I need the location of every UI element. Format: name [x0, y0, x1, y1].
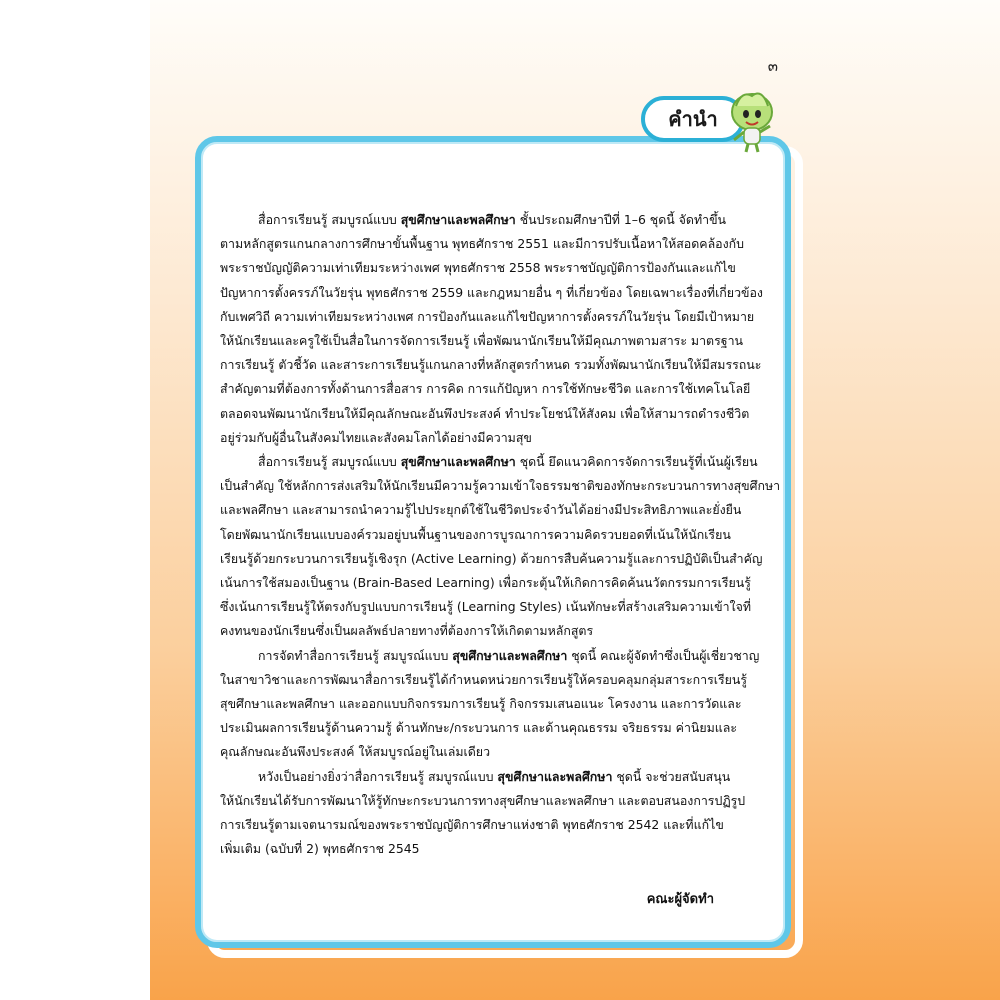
text-segment: เรียนรู้ด้วยกระบวนการเรียนรู้เชิงรุก (Active Learning) ด้วยการสืบค้นความรู้และการปฏิบัติเป็นสำคัญ — [220, 550, 763, 566]
text-segment: เน้นการใช้สมองเป็นฐาน (Brain-Based Learning) เพื่อกระตุ้นให้เกิดการคิดค้นนวัตกรรมการเรียนรู้ — [220, 575, 751, 591]
text-segment: ให้นักเรียนได้รับการพัฒนาให้รู้ทักษะกระบวนการทางสุขศึกษาและพลศึกษา และตอบสนองการปฏิรูป — [220, 792, 746, 808]
text-line — [220, 813, 780, 837]
bold-subject-name: สุขศึกษาและพลศึกษา — [497, 768, 613, 784]
text-segment: กับเพศวิถี ความเท่าเทียมระหว่างเพศ การป้องกันและแก้ไขปัญหาการตั้งครรภ์ในวัยรุ่น โดยมีเป้าหมาย — [220, 308, 755, 324]
page-title: คำนำ — [641, 96, 745, 142]
text-line — [220, 789, 780, 813]
text-line — [220, 329, 780, 353]
text-segment: ปัญหาการตั้งครรภ์ในวัยรุ่น พุทธศักราช 2559 และกฎหมายอื่น ๆ ที่เกี่ยวข้อง โดยเฉพาะเรื่องที่เกี่ยวข้อง — [220, 284, 763, 300]
text-line — [220, 232, 780, 256]
paragraph — [220, 208, 780, 450]
text-line — [220, 498, 780, 522]
bold-subject-name: สุขศึกษาและพลศึกษา — [452, 647, 568, 663]
text-segment: เพิ่มเติม (ฉบับที่ 2) พุทธศักราช 2545 — [220, 841, 420, 857]
paragraph — [220, 765, 780, 862]
text-line — [220, 377, 780, 401]
text-segment: คุณลักษณะอันพึงประสงค์ ให้สมบูรณ์อยู่ในเล่มเดียว — [220, 744, 491, 760]
text-segment: คงทนของนักเรียนซึ่งเป็นผลลัพธ์ปลายทางที่ต้องการให้เกิดตามหลักสูตร — [220, 623, 594, 639]
text-line — [220, 740, 780, 764]
bold-subject-name: สุขศึกษาและพลศึกษา — [400, 454, 516, 470]
text-line — [220, 619, 780, 643]
text-line — [220, 595, 780, 619]
text-line — [220, 837, 780, 861]
text-segment: และพลศึกษา และสามารถนำความรู้ไปประยุกต์ใช้ในชีวิตประจำวันได้อย่างมีประสิทธิภาพและยั่งยืน — [220, 502, 742, 518]
text-segment: ชั้นประถมศึกษาปีที่ 1–6 ชุดนี้ จัดทำขึ้น — [515, 212, 727, 227]
preface-body — [220, 208, 780, 861]
page-number: ๓ — [767, 57, 778, 75]
text-segment: หวังเป็นอย่างยิ่งว่าสื่อการเรียนรู้ สมบูรณ์แบบ — [258, 768, 498, 784]
text-line — [220, 402, 780, 426]
text-line — [220, 281, 780, 305]
text-segment: พระราชบัญญัติความเท่าเทียมระหว่างเพศ พุทธศักราช 2558 พระราชบัญญัติการป้องกันและแก้ไข — [220, 260, 736, 276]
text-segment: การเรียนรู้ ตัวชี้วัด และสาระการเรียนรู้แกนกลางที่หลักสูตรกำหนด รวมทั้งพัฒนานักเรียนให้มีสมรรถนะ — [220, 357, 762, 373]
text-line — [220, 256, 780, 280]
text-segment: สุขศึกษาและพลศึกษา และออกแบบกิจกรรมการเรียนรู้ กิจกรรมเสนอแนะ โครงงาน และการวัดและ — [220, 696, 742, 712]
text-segment: ตามหลักสูตรแกนกลางการศึกษาขั้นพื้นฐาน พุทธศักราช 2551 และมีการปรับเนื้อหาให้สอดคล้องกับ — [220, 236, 745, 252]
text-segment: ให้นักเรียนและครูใช้เป็นสื่อในการจัดการเรียนรู้ เพื่อพัฒนานักเรียนให้มีคุณภาพตามสาระ มาตรฐาน — [220, 333, 744, 349]
text-segment: การจัดทำสื่อการเรียนรู้ สมบูรณ์แบบ — [258, 647, 453, 663]
text-line — [220, 450, 780, 474]
text-segment: สื่อการเรียนรู้ สมบูรณ์แบบ — [258, 212, 401, 227]
text-line — [220, 765, 780, 789]
text-segment: ในสาขาวิชาและการพัฒนาสื่อการเรียนรู้ได้กำหนดหน่วยการเรียนรู้ให้ครอบคลุมกลุ่มสาระการเรียนรู้ — [220, 671, 747, 687]
text-line — [220, 426, 780, 450]
text-segment: โดยพัฒนานักเรียนแบบองค์รวมอยู่บนพื้นฐานของการบูรณาการความคิดรวบยอดที่เน้นให้นักเรียน — [220, 526, 731, 542]
text-segment: เป็นสำคัญ ใช้หลักการส่งเสริมให้นักเรียนมีความรู้ความเข้าใจธรรมชาติของทักษะกระบวนการทางสุขศึกษา — [220, 478, 781, 494]
text-segment: ชุดนี้ ยึดแนวคิดการจัดการเรียนรู้ที่เน้นผู้เรียน — [515, 454, 758, 470]
text-line — [220, 668, 780, 692]
text-line — [220, 474, 780, 498]
text-segment: ชุดนี้ จะช่วยสนับสนุน — [612, 768, 731, 784]
text-segment: สื่อการเรียนรู้ สมบูรณ์แบบ — [258, 454, 401, 470]
signature: คณะผู้จัดทำ — [646, 892, 714, 907]
text-segment: ชุดนี้ คณะผู้จัดทำซึ่งเป็นผู้เชี่ยวชาญ — [567, 647, 760, 663]
text-line — [220, 208, 780, 232]
text-segment: สำคัญตามที่ต้องการทั้งด้านการสื่อสาร การคิด การแก้ปัญหา การใช้ทักษะชีวิต และการใช้เทคโนโลยี — [220, 381, 751, 397]
text-line — [220, 353, 780, 377]
text-segment: ซึ่งเน้นการเรียนรู้ให้ตรงกับรูปแบบการเรียนรู้ (Learning Styles) เน้นทักษะที่สร้างเสริมความเข้าใจที่ — [220, 599, 752, 615]
paragraph — [220, 644, 780, 765]
text-segment: การเรียนรู้ตามเจตนารมณ์ของพระราชบัญญัติการศึกษาแห่งชาติ พุทธศักราช 2542 และที่แก้ไข — [220, 817, 724, 833]
text-line — [220, 547, 780, 571]
text-line — [220, 692, 780, 716]
cabbage-mascot-icon — [722, 84, 782, 154]
text-segment: ตลอดจนพัฒนานักเรียนให้มีคุณลักษณะอันพึงประสงค์ ทำประโยชน์ให้สังคม เพื่อให้สามารถดำรงชีวิต — [220, 405, 750, 421]
text-line — [220, 523, 780, 547]
text-line — [220, 716, 780, 740]
bold-subject-name: สุขศึกษาและพลศึกษา — [400, 212, 516, 227]
text-segment: อยู่ร่วมกับผู้อื่นในสังคมไทยและสังคมโลกได้อย่างมีความสุข — [220, 429, 532, 445]
paragraph — [220, 450, 780, 644]
text-segment: ประเมินผลการเรียนรู้ด้านความรู้ ด้านทักษะ/กระบวนการ และด้านคุณธรรม จริยธรรม ค่านิยมและ — [220, 720, 738, 736]
text-line — [220, 571, 780, 595]
text-line — [220, 644, 780, 668]
text-line — [220, 305, 780, 329]
